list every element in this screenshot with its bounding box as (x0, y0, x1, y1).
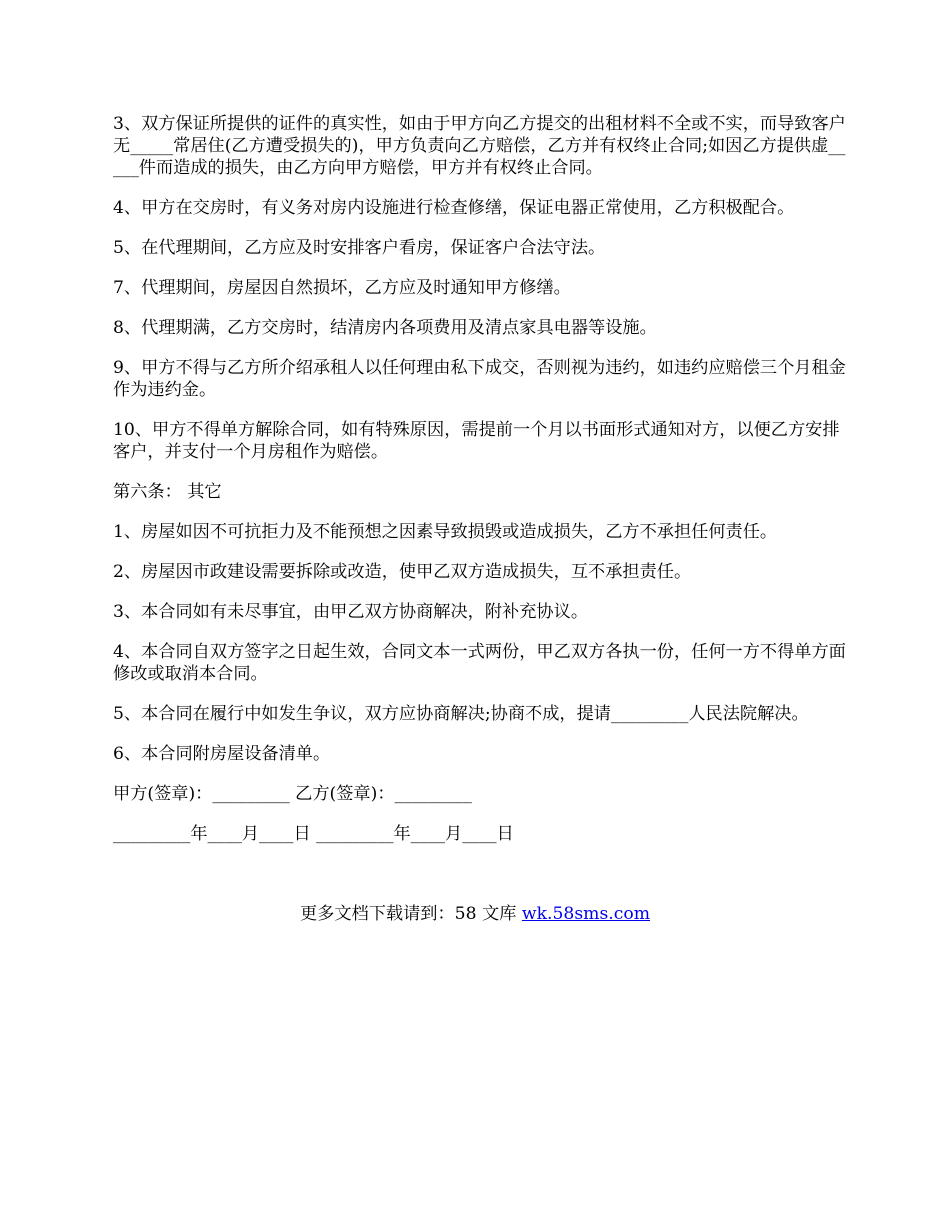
date-line: _________年____月____日 _________年____月____日 (113, 824, 514, 844)
document-body (113, 113, 848, 863)
clause-8-handover: 8、代理期满，乙方交房时，结清房内各项费用及清点家具电器等设施。 (113, 318, 657, 338)
footer-text: 更多文档下载请到：58 文库 (299, 904, 522, 924)
signature-line: 甲方(签章)：_________ 乙方(签章)：_________ (113, 784, 472, 804)
clause-4-inspection: 4、甲方在交房时，有义务对房内设施进行检查修缮，保证电器正常使用，乙方积极配合。 (113, 198, 795, 218)
clause-9-private-deal: 9、甲方不得与乙方所介绍承租人以任何理由私下成交，否则视为违约，如违约应赔偿三个月租金作为违约金。 (113, 358, 846, 400)
section-6-heading: 第六条： 其它 (113, 482, 222, 502)
clause-3-authenticity: 3、双方保证所提供的证件的真实性，如由于甲方向乙方提交的出租材料不全或不实，而导致客户无_____常居住(乙方遭受损失的)，甲方负责向乙方赔偿，乙方并有权终止合同;如因乙方提供虚_____件而造成的损失，由乙方向甲方赔偿，甲方并有权终止合同。 (113, 114, 846, 178)
section-6-clause-4: 4、本合同自双方签字之日起生效，合同文本一式两份，甲乙双方各执一份，任何一方不得单方面修改或取消本合同。 (113, 642, 846, 684)
section-6-clause-5: 5、本合同在履行中如发生争议，双方应协商解决;协商不成，提请_________人民法院解决。 (113, 704, 809, 724)
section-6-clause-6: 6、本合同附房屋设备清单。 (113, 744, 331, 764)
clause-5-viewing: 5、在代理期间，乙方应及时安排客户看房，保证客户合法守法。 (113, 238, 606, 258)
footer-link[interactable]: wk.58sms.com (521, 904, 650, 924)
section-6-clause-1: 1、房屋如因不可抗拒力及不能预想之因素导致损毁或造成损失，乙方不承担任何责任。 (113, 522, 778, 542)
section-6-clause-3: 3、本合同如有未尽事宜，由甲乙双方协商解决，附补充协议。 (113, 602, 589, 622)
section-6-clause-2: 2、房屋因市政建设需要拆除或改造，使甲乙双方造成损失，互不承担责任。 (113, 562, 692, 582)
clause-10-termination: 10、甲方不得单方解除合同，如有特殊原因，需提前一个月以书面形式通知对方，以便乙方安排客户，并支付一个月房租作为赔偿。 (113, 420, 840, 462)
clause-7-repair: 7、代理期间，房屋因自然损坏，乙方应及时通知甲方修缮。 (113, 278, 571, 298)
footer (0, 903, 950, 925)
